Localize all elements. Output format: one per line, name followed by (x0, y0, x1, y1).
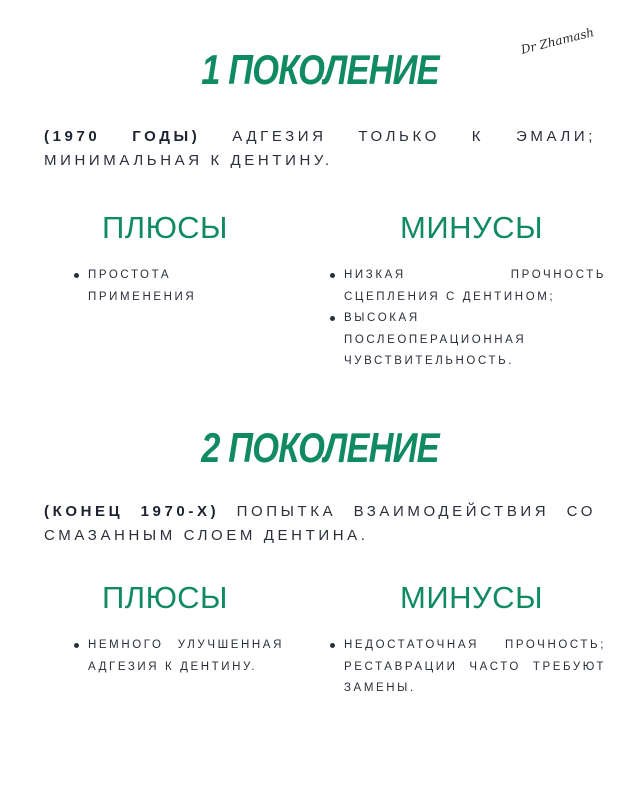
generation-2-pros-list (74, 635, 284, 678)
generation-1-cons-heading: МИНУСЫ (400, 210, 544, 245)
generation-1-intro-period: (1970 ГОДЫ) (44, 128, 201, 145)
signature: Dr Zhamash (519, 25, 596, 57)
generation-1-pros-list (74, 265, 210, 308)
generation-1-intro-text: АДГЕЗИЯ ТОЛЬКО К ЭМАЛИ; МИНИМАЛЬНАЯ К ДЕНТИНУ. (44, 128, 596, 169)
generation-1-pros-heading: ПЛЮСЫ (102, 210, 228, 245)
list-item: НЕДОСТАТОЧНАЯ ПРОЧНОСТЬ; РЕСТАВРАЦИИ ЧАСТО ТРЕБУЮТ ЗАМЕНЫ. (330, 635, 606, 700)
generation-1-cons-list (330, 265, 606, 373)
generation-2-intro (44, 500, 596, 548)
generation-2-cons-list (330, 635, 606, 700)
list-item: ПРОСТОТА ПРИМЕНЕНИЯ (74, 265, 210, 308)
generation-2-pros-heading: ПЛЮСЫ (102, 580, 228, 615)
generation-2-title: 2 ПОКОЛЕНИЕ (201, 424, 439, 471)
list-item: НИЗКАЯ ПРОЧНОСТЬ СЦЕПЛЕНИЯ С ДЕНТИНОМ; (330, 265, 606, 308)
generation-2-intro-text: ПОПЫТКА ВЗАИМОДЕЙСТВИЯ СО СМАЗАННЫМ СЛОЕМ ДЕНТИНА. (44, 503, 597, 544)
list-item: НЕМНОГО УЛУЧШЕННАЯ АДГЕЗИЯ К ДЕНТИНУ. (74, 635, 284, 678)
generation-2-intro-period: (КОНЕЦ 1970-Х) (44, 503, 220, 520)
generation-1-title: 1 ПОКОЛЕНИЕ (201, 46, 439, 93)
generation-2-cons-heading: МИНУСЫ (400, 580, 544, 615)
list-item: ВЫСОКАЯ ПОСЛЕОПЕРАЦИОННАЯ ЧУВСТВИТЕЛЬНОСТЬ. (330, 308, 606, 373)
generation-1-intro (44, 125, 596, 173)
